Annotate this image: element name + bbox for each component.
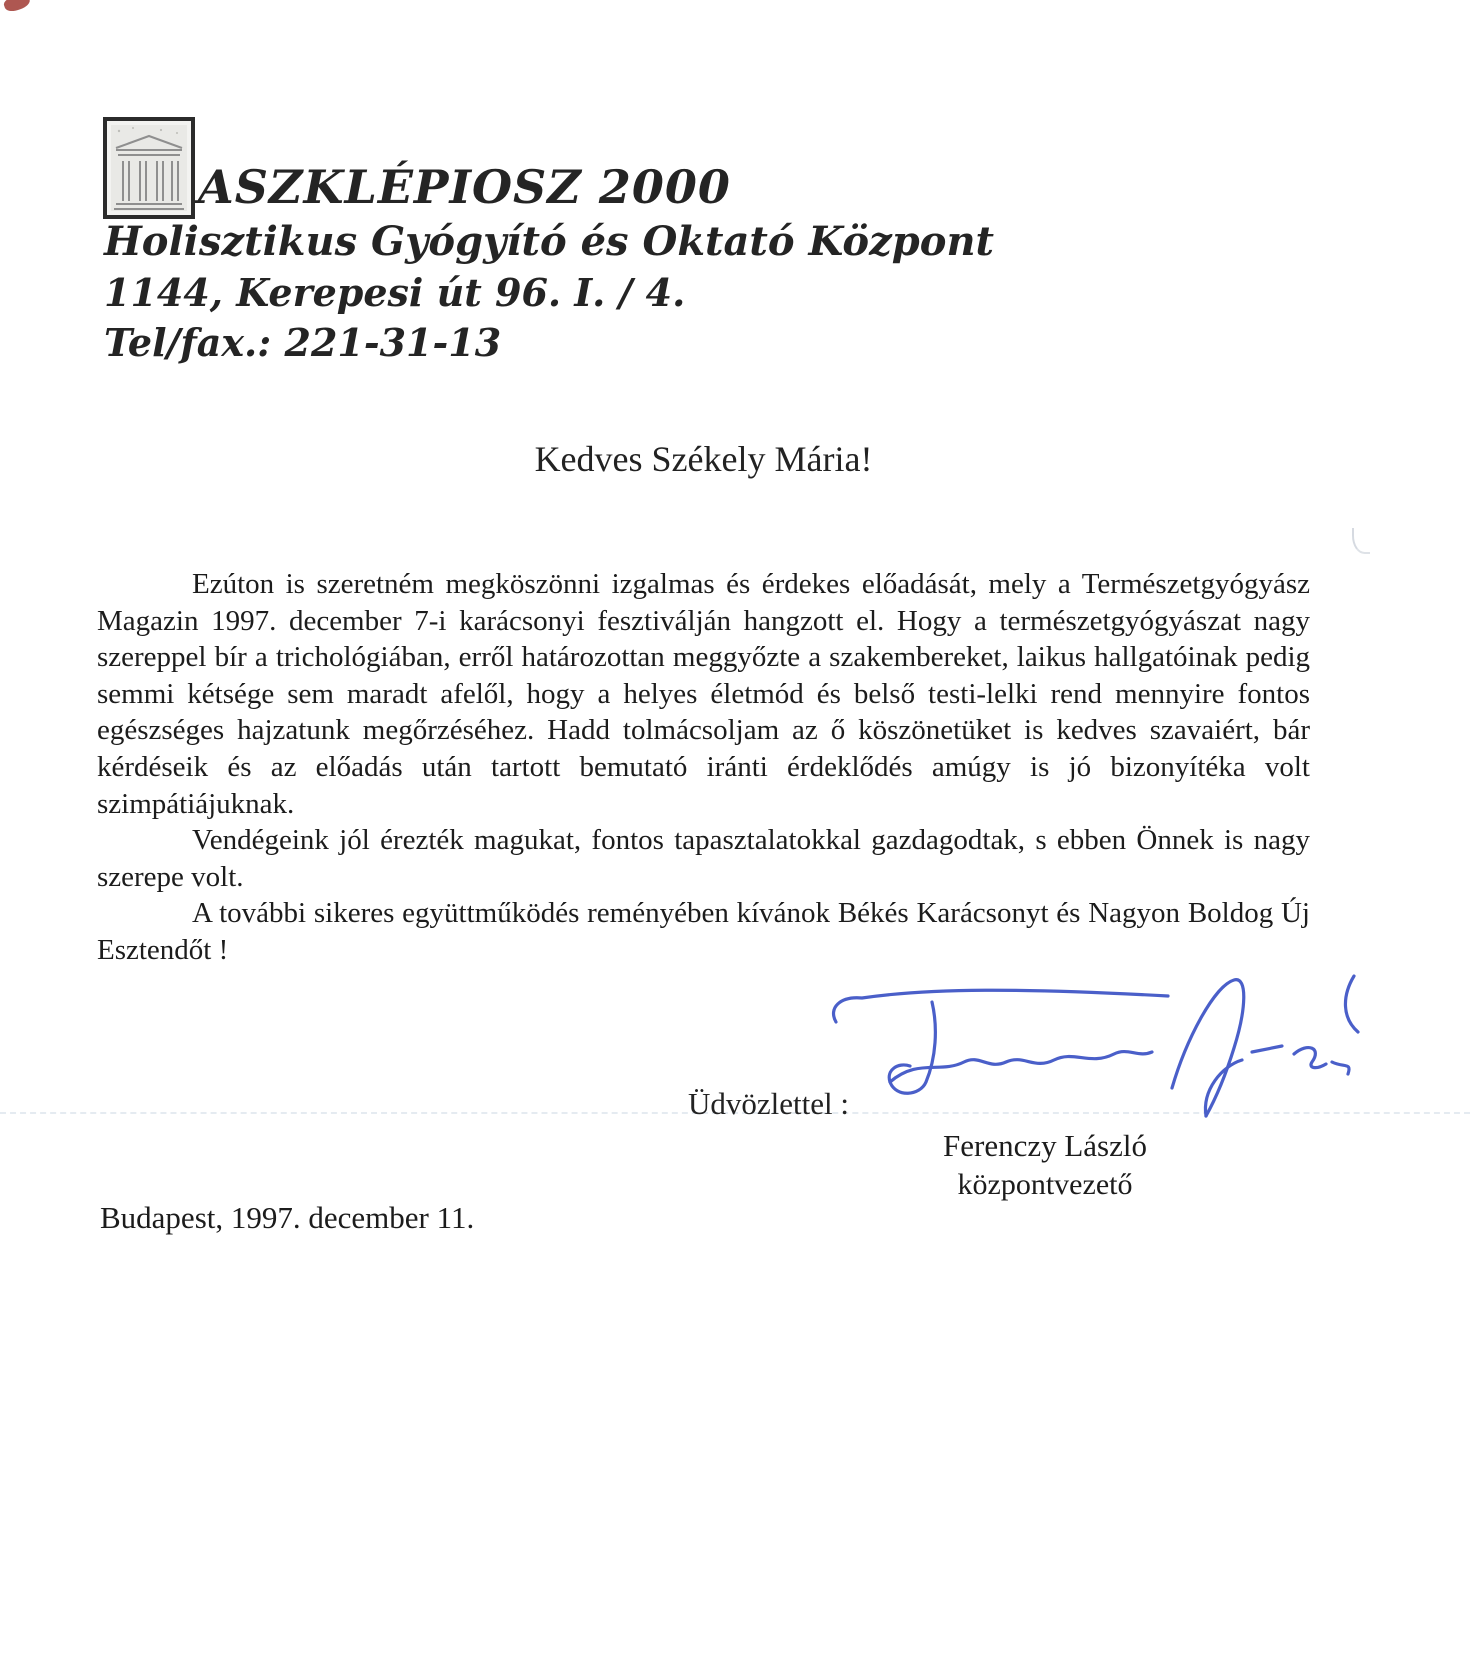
- scan-corner-artifact: [2, 0, 31, 14]
- greek-temple-logo-icon: [103, 117, 195, 219]
- paragraph-1: Ezúton is szeretném megköszönni izgalmas és érdekes előadását, mely a Természetgyógyász Magazin 1997. december 7-i karácsonyi fesztiválján hangzott el. Hogy a természetgyógyászat nagy szereppel bír a trichológiában, erről határozottan meggyőzte a szakembereket, laikus hallgatóinak pedig semmi kétsége sem maradt afelől, hogy a helyes életmód és belső testi-lelki rend mennyire fontos egészséges hajzatunk megőrzéséhez. Hadd tolmácsoljam az ő köszönetüket is kedves szavaiért, bár kérdéseik és az előadás után tartott bemutató iránti érdeklődés amúgy is jó bizonyítéka volt szimpátiájuknak.: [97, 568, 1310, 820]
- letter-body: [97, 566, 1310, 969]
- signatory-title: központvezető: [957, 1168, 1133, 1201]
- paragraph-3: A további sikeres együttműködés reményében kívánok Békés Karácsonyt és Nagyon Boldog Új Esztendőt !: [97, 897, 1310, 966]
- dateline: Budapest, 1997. december 11.: [100, 1200, 475, 1235]
- valediction: Üdvözlettel :: [688, 1086, 849, 1121]
- signatory-name: Ferenczy László: [943, 1128, 1147, 1163]
- org-address: 1144, Kerepesi út 96. I. / 4.: [104, 270, 686, 315]
- org-name: ASZKLÉPIOSZ 2000: [198, 160, 731, 214]
- org-subtitle: Holisztikus Gyógyító és Oktató Központ: [104, 218, 994, 265]
- scan-edge-smudge: [1352, 528, 1370, 554]
- paragraph-2: Vendégeink jól érezték magukat, fontos tapasztalatokkal gazdagodtak, s ebben Önnek is nagy szerepe volt.: [97, 824, 1310, 893]
- handwritten-signature: [820, 968, 1365, 1123]
- salutation: Kedves Székely Mária!: [534, 439, 873, 479]
- org-phone: Tel/fax.: 221-31-13: [104, 320, 502, 365]
